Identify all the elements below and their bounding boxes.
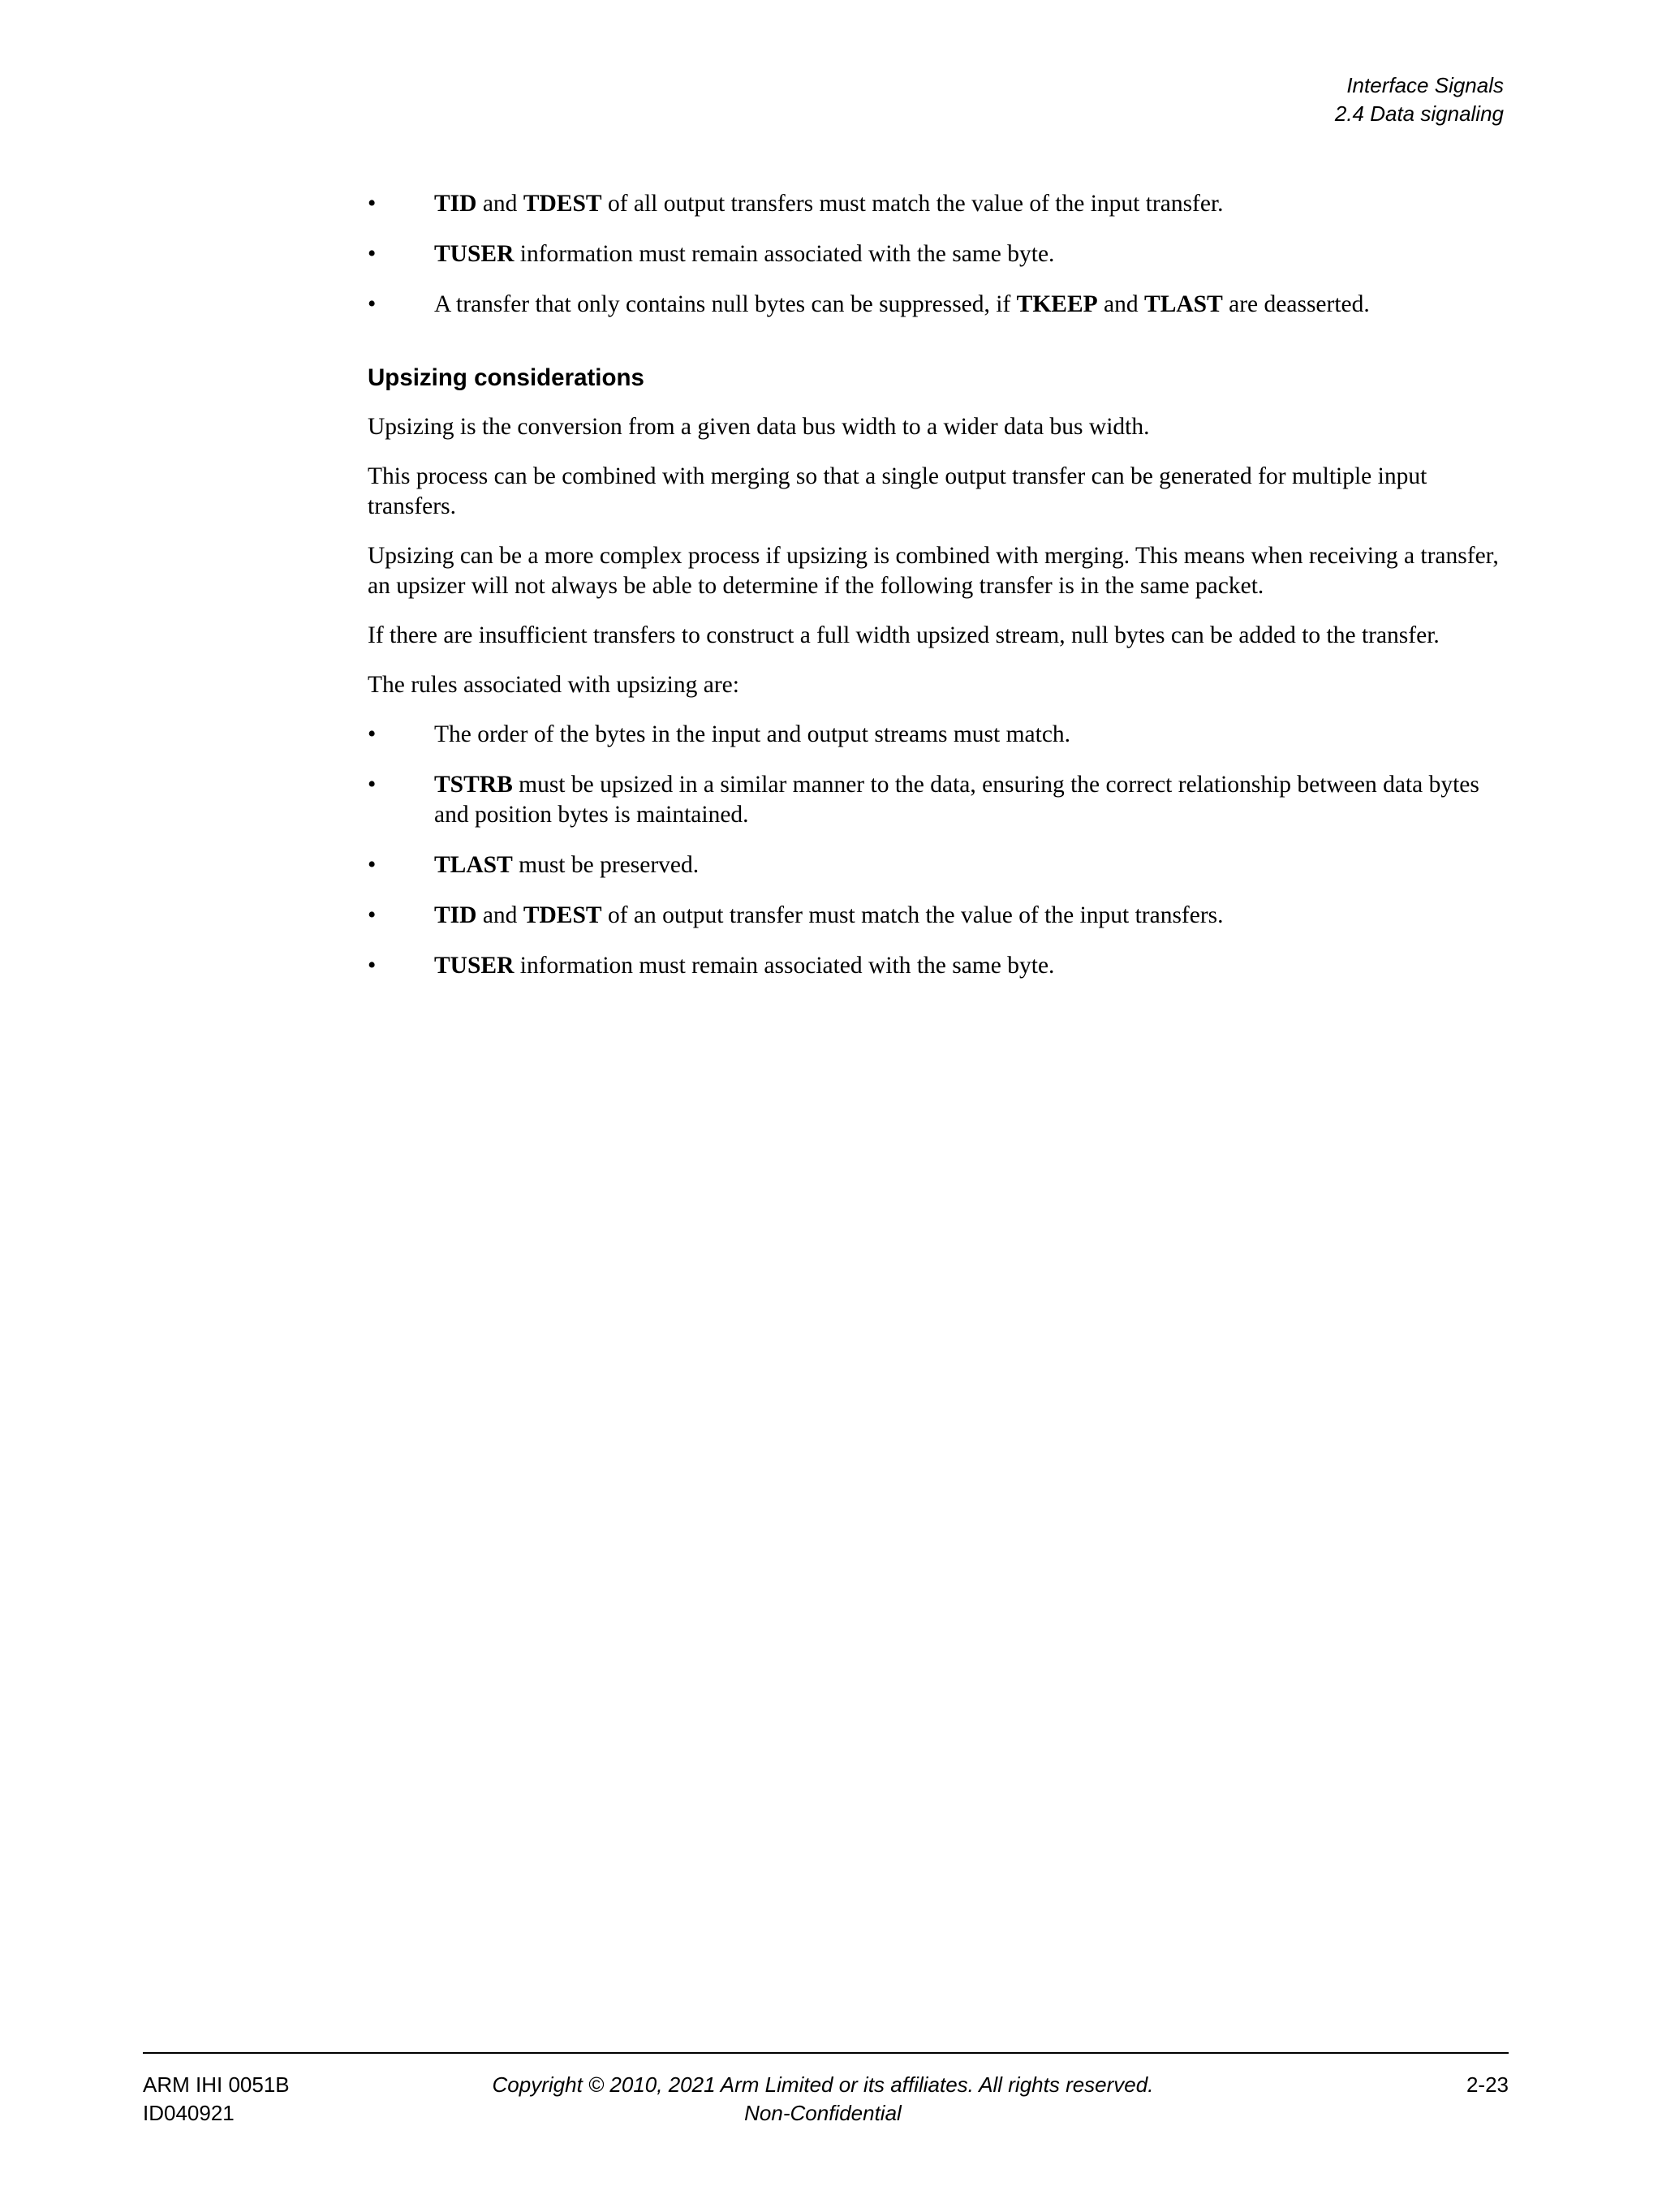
list-item-text: must be upsized in a similar manner to the data, ensuring the correct relationship between data bytes and position bytes is maintained. — [434, 772, 1479, 828]
list-item-text: of all output transfers must match the value of the input transfer. — [601, 191, 1224, 217]
bullet-marker: • — [368, 772, 377, 798]
list-item — [368, 850, 1504, 880]
list-item-text: and — [1097, 291, 1145, 317]
signal-name: TLAST — [1144, 291, 1223, 317]
signal-name: TKEEP — [1016, 291, 1098, 317]
bullet-marker: • — [368, 191, 377, 217]
list-item-text: information must remain associated with the same byte. — [514, 241, 1055, 267]
paragraph: Upsizing can be a more complex process if upsizing is combined with merging. This means when receiving a transfer, an upsizer will not always be able to determine if the following transfer is in the same packet. — [368, 543, 1499, 599]
list-item-text: The order of the bytes in the input and output streams must match. — [434, 721, 1071, 747]
header-section-title: 2.4 Data signaling — [1334, 101, 1504, 126]
paragraph: If there are insufficient transfers to construct a full width upsized stream, null bytes can be added to the transfer. — [368, 622, 1440, 648]
list-item-text: must be preserved. — [512, 852, 700, 878]
list-item — [368, 290, 1504, 320]
bullet-marker: • — [368, 291, 377, 317]
footer-copyright-block — [0, 2071, 1662, 2128]
signal-name: TLAST — [434, 852, 513, 878]
list-item — [368, 189, 1504, 219]
list-item — [368, 901, 1504, 931]
signal-name: TUSER — [434, 953, 515, 979]
list-item-text: A transfer that only contains null bytes can be suppressed, if — [434, 291, 1017, 317]
confidentiality-label: Non-Confidential — [744, 2101, 902, 2125]
list-item — [368, 951, 1504, 981]
section-heading: Upsizing considerations — [368, 364, 644, 391]
bullet-marker: • — [368, 852, 377, 878]
list-item — [368, 720, 1504, 750]
signal-name: TDEST — [523, 191, 602, 217]
list-item — [368, 770, 1504, 830]
paragraph: Upsizing is the conversion from a given data bus width to a wider data bus width. — [368, 414, 1150, 440]
copyright-notice: Copyright © 2010, 2021 Arm Limited or its affiliates. All rights reserved. — [492, 2072, 1154, 2097]
list-item-text: are deasserted. — [1222, 291, 1370, 317]
bullet-marker: • — [368, 721, 377, 747]
list-item-text: information must remain associated with the same byte. — [514, 953, 1055, 979]
signal-name: TSTRB — [434, 772, 513, 798]
signal-name: TDEST — [523, 902, 602, 928]
bullet-marker: • — [368, 902, 377, 928]
document-number: ARM IHI 0051B — [143, 2072, 290, 2097]
signal-name: TID — [434, 191, 477, 217]
list-item-text: of an output transfer must match the value of the input transfers. — [601, 902, 1224, 928]
list-item-text: and — [476, 902, 523, 928]
footer-divider — [143, 2052, 1509, 2054]
signal-name: TID — [434, 902, 477, 928]
signal-name: TUSER — [434, 241, 515, 267]
header-chapter-title: Interface Signals — [1346, 73, 1504, 97]
bullet-marker: • — [368, 953, 377, 979]
list-item-text: and — [476, 191, 523, 217]
running-header — [1335, 71, 1504, 128]
paragraph: This process can be combined with merging so that a single output transfer can be generated for multiple input transfers. — [368, 463, 1427, 519]
paragraph: The rules associated with upsizing are: — [368, 672, 739, 698]
list-item — [368, 239, 1504, 269]
release-id: ID040921 — [143, 2101, 235, 2125]
bullet-marker: • — [368, 241, 377, 267]
page-body — [368, 189, 1504, 1001]
page-number: 2-23 — [1466, 2072, 1509, 2097]
